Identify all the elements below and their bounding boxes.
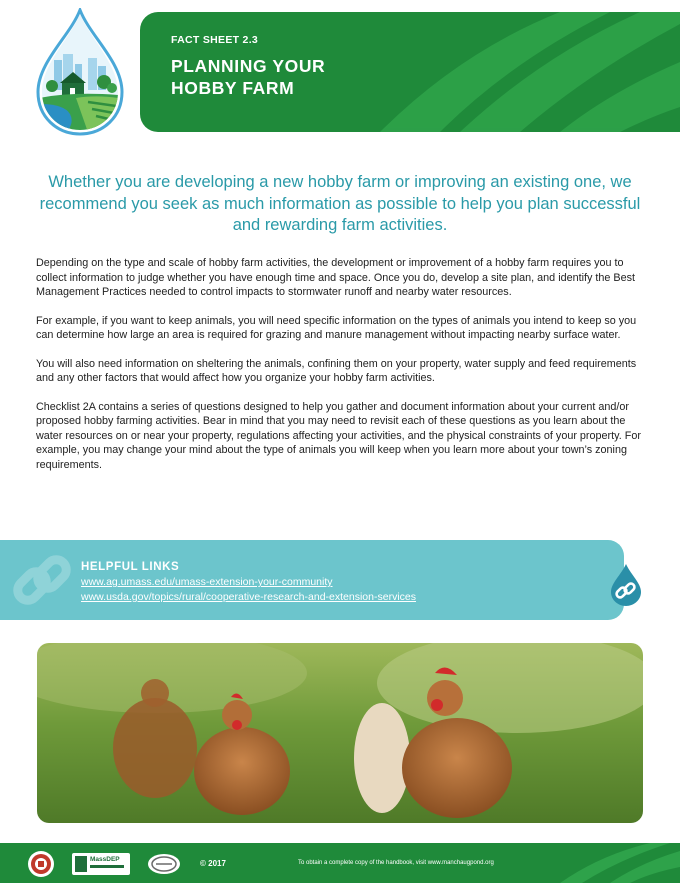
intro-statement: Whether you are developing a new hobby farm or improving an existing one, we recommend you seek as much information as possible to help you plan successful and rewarding farm activities. [39,173,641,234]
massdep-logo-text: MassDEP [90,856,120,863]
body-text [36,256,648,486]
body-paragraph: For example, if you want to keep animals, you will need specific information on the types of animals you intend to keep so you can determine how large an area is required for grazing and manure management without impacting nearby surface water. [36,314,637,341]
link-umass-extension[interactable]: www.ag.umass.edu/umass-extension-your-community [81,576,333,588]
fact-sheet-number: FACT SHEET 2.3 [171,34,259,46]
header-banner [140,12,680,132]
copyright: © 2017 [200,859,226,868]
helpful-links-panel [0,540,624,620]
helpful-links-title: HELPFUL LINKS [81,561,180,573]
water-drop-farm-icon [30,8,130,138]
link-usda-extension[interactable]: www.usda.gov/topics/rural/cooperative-research-and-extension-services [81,591,416,603]
chain-link-watermark-icon [10,550,74,614]
footer [0,843,680,883]
body-paragraph: Checklist 2A contains a series of questions designed to help you gather and document information about your current and/or proposed hobby farming activities. Bear in mind that you may need to revisit each of these questions as you learn about the water resources on or near your property, regulations affecting your activities, and the physical constraints of your property. For example, you may change your mind about the type of animals you will keep when you learn more about your town’s zoning requirements. [36,400,641,471]
chickens-photo [37,643,643,823]
massdep-logo [72,853,130,875]
partner-logo-icon [147,853,181,875]
partner-seal-icon [27,850,55,878]
body-paragraph: Depending on the type and scale of hobby farm activities, the development or improvement of a hobby farm requires you to collect information to judge whether you have enough time and space. Once you do, develop a site plan, and identify the Best Management Practices needed to control impacts to stormwater runoff and nearby water resources. [36,257,636,298]
page-title: PLANNING YOUR HOBBY FARM [171,56,326,98]
body-paragraph: You will also need information on sheltering the animals, confining them on your property, water supply and feed requirements and any other factors that would affect how you organize your hobby farm activities. [36,357,637,384]
chain-link-icon [609,563,643,607]
handbook-note: To obtain a complete copy of the handbook, visit www.manchaugpond.org [298,860,494,866]
footer-stripes [520,843,680,883]
